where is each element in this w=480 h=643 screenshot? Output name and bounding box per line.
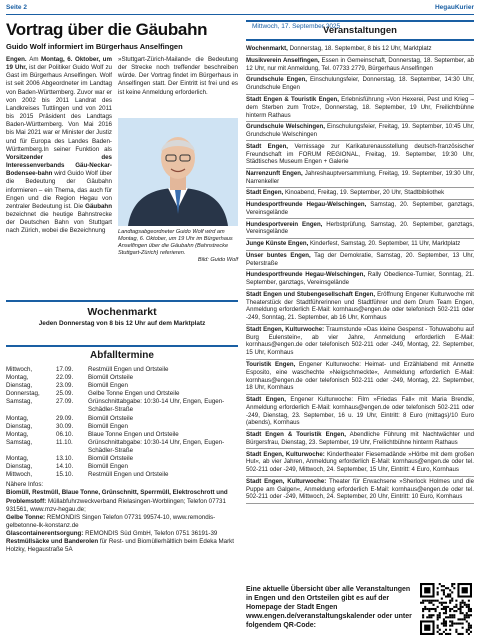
event-item [246,141,474,168]
event-details: Eröffnung Engener Kulturwoche mit Theaterstück der Stadtführerinnen und Stadtführer und dem Drum Team Engen, Anmeldung erforderlich E-Mail: kornhaus@engen.de oder telefonisch 502-211 oder -249, Sonntag, 21. September, ab 16 Uhr, Kornhaus [246,290,474,322]
event-item [246,270,474,289]
event-details: Donnerstag, 18. September, 8 bis 12 Uhr, Marktplatz [287,45,432,53]
event-organizer: Hundesportfreunde Hegau-Welschingen, [246,271,366,279]
article-bold-run: Engen. [6,56,30,63]
event-organizer: Touristik Engen, [246,360,296,368]
newspaper-name: HegauKurier [434,4,474,11]
event-item [246,44,474,56]
waste-note [6,530,238,538]
waste-day: Donnerstag, [6,390,40,398]
waste-note-text: REMONDIS Süd GmbH, Telefon 0751 36191-39 [85,529,218,537]
waste-day: Dienstag, [6,422,33,430]
event-item [246,169,474,188]
waste-type: Grünschnittabgabe: 10:30-14 Uhr, Engen, Eugen-Schädler-Straße [88,438,225,454]
wochenmarkt-subtitle: Jeden Donnerstag von 8 bis 12 Uhr auf dem Marktplatz [38,320,206,327]
event-organizer: Stadt Engen, Kulturwoche: [246,477,327,485]
waste-type: Restmüll Engen und Ortsteile [88,366,169,373]
event-organizer: Wochenmarkt, [246,45,288,53]
waste-type: Biomüll Engen [88,382,128,390]
waste-type: Biomüll Engen [88,422,128,430]
event-item [246,360,474,395]
waste-row [56,423,238,431]
event-details: Engener Kulturwoche: Film »Friedas Fall« mit Maria Brendle, Anmeldung erforderlich E-Mail: kornhaus@engen.de oder telefonisch 502-211 oder -249, Dienstag, 23. September, 16 u. 19 Uhr, Eintritt: 8 Euro (mittags)/10 Euro (abends), Kornhaus [246,396,474,427]
waste-date: 15.10. [56,471,74,479]
event-item [246,477,474,504]
event-details: Abendliche Führung mit Nachtwächter und Bürgersfrau, Dienstag, 23. September, 19 Uhr, Freilichtbühne hinterm Rathaus [246,431,474,446]
event-organizer: Musikverein Anselfingen, [246,56,320,64]
page-number: Seite 2 [6,4,27,11]
waste-type: Biomüll Ortsteile [88,455,134,463]
waste-day: Montag, [6,374,29,382]
event-details: Kinderfest, Samstag, 20. September, 11 Uhr, Marktplatz [308,240,461,248]
event-item [246,251,474,270]
waste-note-label: Biomüll, Restmüll, Blaue Tonne, Grünschnitt, Sperrmüll, Elektroschrott und Problemstoff: [6,489,228,505]
event-item [246,290,474,325]
waste-notes [6,481,238,554]
events-title: Veranstaltungen [246,20,474,41]
waste-note-text: für Rest- und Biomüllerhältlich beim Edeka Markt Holzky, Hegaustraße 5A [6,537,234,554]
waste-row [56,463,238,471]
article-column-1 [6,56,112,235]
event-organizer: Grundschule Welschingen, [246,123,325,131]
event-organizer: Hundesportverein Engen, [246,220,323,228]
article-subhead: Guido Wolf informiert im Bürgerhaus Anselfingen [6,42,183,51]
waste-date: 13.10. [56,455,74,463]
article-text-run: wird Guido Wolf über die Bedeutung der Gäubahn informieren – ein Thema, das auch für Engen und die Region Hegau von zentraler Bedeutung ist. Die [6,170,112,210]
event-details: Rally Obedience-Turnier, Sonntag, 21. September, ganztags, Vereinsgelände [246,271,474,287]
event-details: Essen in Gemeinschaft, Donnerstag, 18. September, ab 12 Uhr, nur mit Anmeldung, Tel. 07733 2779, Bürgerhaus Anselfingen [246,56,474,72]
waste-row [56,471,238,479]
portrait-photo [118,118,238,226]
event-organizer: Unser buntes Engen, [246,251,311,259]
waste-row [56,431,238,439]
event-organizer: Stadt Engen, [246,189,284,197]
waste-type: Gelbe Tonne Engen und Ortsteile [88,390,180,398]
waste-day: Montag, [6,455,29,463]
event-organizer: Stadt Engen, [246,142,288,150]
article-bold-run: Montag, 6. Oktober, um 19 Uhr, [6,56,112,72]
event-organizer: Junge Künste Engen, [246,240,309,248]
waste-type: Biomüll Ortsteile [88,414,134,422]
waste-note [6,514,238,530]
article [6,20,238,274]
event-item [246,325,474,360]
waste-date: 17.09. [56,366,74,373]
waste-row [56,382,238,390]
event-item [246,122,474,141]
waste-schedule-table [6,366,238,479]
waste-type: Restmüll Engen und Ortsteile [88,471,169,479]
waste-day: Mittwoch, [6,366,33,373]
event-organizer: Stadt Engen, [246,396,286,404]
event-details: Erlebnisführung »Von Hexerei, Pest und Krieg – dem Sterben zum Trotz«, Donnerstag, 18. September, 19 Uhr, Freilichtbühne hinterm Rathaus [246,95,474,119]
waste-day: Dienstag, [6,382,33,390]
caption-text: Landtagsabgeordneter Guido Wolf wird am Montag, 6. Oktober, um 19 Uhr im Bürgerhaus Anselfingen über die Gäubahn (Bahnstrecke Stuttgart-Zürich) referieren. [118,229,233,256]
waste-row [56,366,238,374]
waste-row [56,439,238,455]
event-organizer: Stadt Engen & Touristik Engen, [246,95,339,103]
article-text-run: bezeichnet die heutige Bahnstrecke der Deutschen Bahn von Stuttgart nach Zürich, wobei die Bezeichnung [6,210,112,235]
event-organizer: Grundschule Engen, [246,76,307,84]
event-details: Vernissage zur Karikaturenausstellung deutsch-französischer Freundschaft im FORUM REGIONAL, Freitag, 19. September, 19:30 Uhr, Städtisches Museum Engen + Galerie [246,142,474,166]
event-details: Traumstunde »Das kleine Gespenst - Tohuwabohu auf Burg Eulenstein«, ab vier Jahre, Anmeldung erforderlich E-Mail: kornhaus@engen.de oder telefonisch 502-211 oder -249, Montag, 22. September, 15 Uhr, Kornhaus [246,325,474,357]
waste-date: 11.10. [56,438,73,446]
waste-notes-title: Nähere Infos: [6,481,44,489]
event-organizer: Stadt Engen, Kulturwoche: [246,325,325,333]
waste-type: Biomüll Engen [88,463,128,471]
events-list [246,44,474,504]
waste-day: Samstag, [6,398,33,406]
waste-date: 06.10. [56,430,74,438]
waste-date: 27.09. [56,398,74,406]
abfalltermine-box [6,345,238,554]
waste-day: Samstag, [6,438,33,446]
event-details: Jahreshauptversammlung, Freitag, 19. September, 19:30 Uhr, Narrenkeller [246,170,475,185]
event-item [246,219,474,238]
waste-type: Biomüll Ortsteile [88,374,134,382]
article-column-2: »Stuttgart-Zürich-Mailand« die Bedeutung der Strecke noch treffender beschreiben würde. Der Vortrag findet im Bürgerhaus in Anselfingen statt. Der Eintritt ist frei und es ist keine Anmeldung erforderlich. [118,56,238,96]
event-details: Kinoabend, Freitag, 19. September, 20 Uhr, Stadtbibliothek [283,189,445,197]
waste-row [56,398,238,414]
waste-note-text: Müllabfuhrzweckverband Rielasingen-Worblingen; Telefon 07731 931561, www.mzv-hegau.de; [6,497,226,513]
waste-day: Montag, [6,430,29,438]
waste-notes-list [6,489,238,554]
waste-note [6,538,238,554]
issue-date: Mittwoch, 17. September 2025 [252,23,341,30]
portrait-illustration [118,118,238,226]
photo-credit: Bild: Guido Wolf [197,257,238,263]
event-details: Samstag, 20. September, ganztags, Vereinsgelände [246,201,474,216]
waste-note [6,489,238,513]
event-organizer: Stadt Engen & Touristik Engen, [246,431,346,439]
article-headline: Vortrag über die Gäubahn [6,20,208,39]
event-item [246,95,474,122]
abfalltermine-title: Abfalltermine [90,350,154,361]
waste-date: 23.09. [56,382,74,390]
events-footer [246,583,474,639]
article-body [6,56,238,274]
event-item [246,430,474,449]
waste-note-label: Glascontainerentsorgung: [6,529,86,537]
article-bold-run: Vorsitzender des Interessenverbands Gäu-Neckar-Bodensee-bahn [6,153,112,178]
waste-type: Blaue Tonne Engen und Ortsteile [88,430,179,438]
event-item [246,188,474,200]
waste-row [56,455,238,463]
waste-note-text: REMONDIS Singen Telefon 07731 99574-10, www.remondis-gelbetonne-lk-konstanz.de [6,513,216,529]
event-item [246,75,474,94]
waste-note-label: Restmüllsäcke und Banderolen [6,537,99,545]
waste-date: 30.09. [56,422,74,430]
event-details: Tag der Demokratie, Samstag, 20. September, 13 Uhr, Peterstraße [246,251,475,267]
article-text-run: In seiner Funktion als [43,145,112,153]
event-organizer: Hundesportfreunde Hegau-Welschingen, [246,201,367,209]
waste-note-label: Gelbe Tonne: [6,513,47,521]
wochenmarkt-title: Wochenmarkt [87,306,157,318]
waste-type: Grünschnittabgabe: 10:30-14 Uhr, Engen, Eugen-Schädler-Straße [88,398,225,414]
waste-day: Mittwoch, [6,471,33,479]
article-bold-run: Gäubahn [85,202,112,210]
waste-day: Montag, [6,414,29,422]
waste-row [56,415,238,423]
events-section [246,20,474,504]
event-item [246,239,474,251]
article-text-run: Am [29,56,42,63]
waste-date: 22.09. [56,374,74,382]
photo-caption [118,229,238,264]
waste-day: Dienstag, [6,463,33,471]
event-details: Engener Kulturwoche: Heimat- und Erzählabend mit Annette Esposito, eine waschechte »Neigschmeckte«, Anmeldung erforderlich E-Mail: kornhaus@engen.de oder telefonisch 502-211 oder -249, Montag, 22. September, 18 Uhr, Kornhaus [246,360,474,392]
waste-date: 14.10. [56,463,74,471]
waste-row [56,374,238,382]
event-item [246,200,474,219]
event-item [246,56,474,75]
event-details: Einschulungsfeier, Donnerstag, 18. September, 14:30 Uhr, Grundschule Engen [246,76,474,92]
event-details: Einschulungsfeier, Freitag, 19. September, 10:45 Uhr, Grundschule Welschingen [246,123,474,139]
event-organizer: Narrenzunft Engen, [246,170,303,177]
event-details: Theater für Erwachsene »Sherlock Holmes und die Puppe am Galgen«, Anmeldung erforderlich E-Mail: kornhaus@engen.de oder tel. 502-211 oder -249, Mittwoch, 24. September, 20 Uhr, Eintritt: 10 Euro, Kornhaus [246,477,474,501]
events-footer-text: Eine aktuelle Übersicht über alle Veranstaltungen in Engen und den Ortsteilen gibt es auf der Homepage der Stadt Engen www.engen.de/veranstaltungskalender oder unter folgendem QR-Code: [246,586,412,629]
waste-date: 29.09. [56,414,74,422]
article-text-run: ist der Politiker Guido Wolf zu Gast im Bürgerhaus Anselfingen. Wolf ist seit 2006 Abgeordneter im Landtag von Baden-Württemberg. Zuvor war er von 2002 bis 2011 Landrat des Landkreises Tuttlingen und von 2011 bis 2015 Präsident des Landtags Baden-Württemberg. Von Mai 2016 bis Mai 2021 war er Minister der Justiz und für Europa des Landes Baden-Württemberg. [6,64,112,153]
event-item [246,395,474,430]
event-organizer: Stadt Engen, Kulturwoche: [246,450,325,458]
waste-row [56,390,238,398]
wochenmarkt-box [6,300,238,327]
event-item [246,449,474,476]
waste-date: 25.09. [56,390,74,398]
event-details: Kindertheater Fiesemadände »Hörbe mit dem großen Hut«, ab vier Jahren, Anmeldung erforderlich E-Mail: kornhaus@engen.de oder tel. 502-211 oder -249, Mittwoch, 24. September, 15 Uhr, Eintritt: 4 Euro, Kornhaus [246,450,475,474]
event-details: Herbstprüfung, Samstag, 20. September, ganztags, Vereinsgelände [246,220,475,236]
event-organizer: Stadt Engen und Stubengesellschaft Engen, [246,290,376,298]
qr-code-icon[interactable] [420,583,472,635]
